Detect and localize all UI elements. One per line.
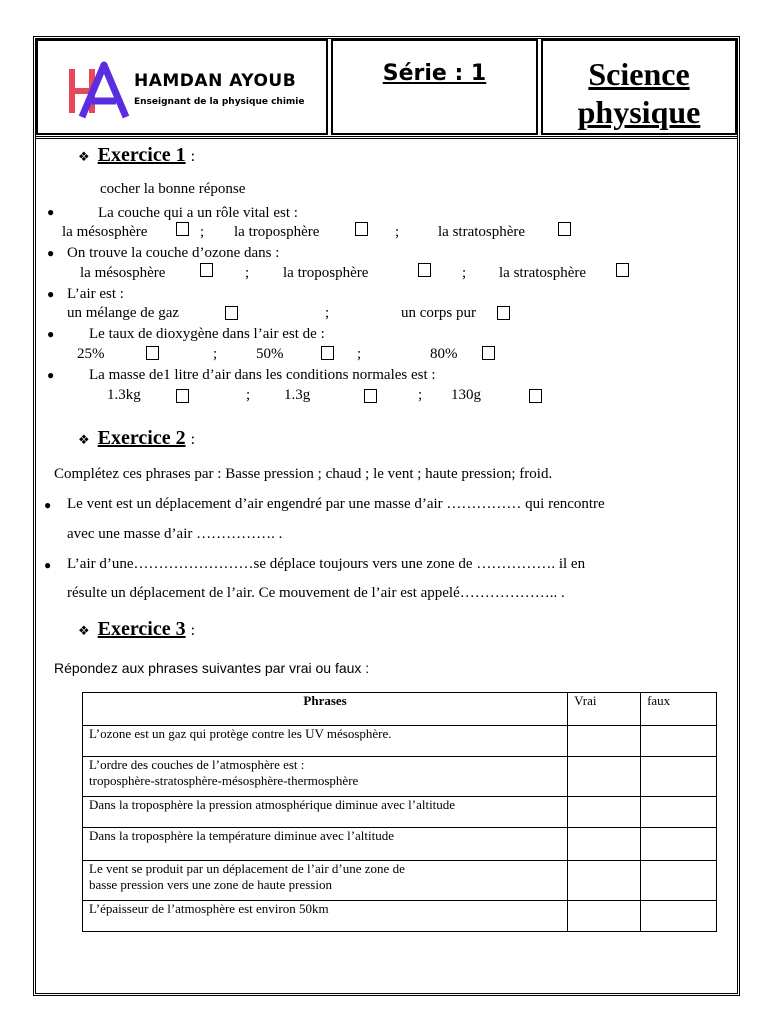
table-row (83, 757, 717, 797)
table-row (83, 828, 717, 861)
table-row (83, 901, 717, 932)
separator: ; (395, 224, 400, 240)
q3-option2: un corps pur (401, 305, 476, 321)
q2-option3-checkbox[interactable] (616, 263, 629, 277)
exercise1-instruction: cocher la bonne réponse (100, 181, 246, 197)
q1-option3-checkbox[interactable] (558, 222, 571, 236)
phrase-line: troposphère-stratosphère-mésosphère-thermosphère (89, 773, 359, 788)
phrase-line: Le vent se produit par un déplacement de l’air d’une zone de (89, 861, 405, 876)
faux-cell[interactable] (641, 797, 717, 828)
q2-option3: la stratosphère (499, 265, 587, 281)
q5-option3-checkbox[interactable] (529, 389, 542, 403)
q3-option1-checkbox[interactable] (225, 306, 238, 320)
phrase-line: Dans la troposphère la pression atmosphérique diminue avec l’altitude (89, 797, 456, 812)
q5-option1: 1.3kg (107, 387, 141, 403)
vrai-cell[interactable] (568, 797, 641, 828)
q2-option1: la mésosphère (80, 265, 166, 281)
logo-icon (68, 61, 132, 121)
faux-cell[interactable] (641, 901, 717, 932)
phrase-line: L’épaisseur de l’atmosphère est environ 50km (89, 901, 329, 916)
author-cell (36, 39, 328, 135)
faux-cell[interactable] (641, 861, 717, 901)
vrai-cell[interactable] (568, 861, 641, 901)
column-header-vrai: Vrai (568, 693, 641, 726)
column-header-phrases: Phrases (83, 693, 568, 726)
bullet-icon: ● (44, 558, 52, 572)
phrase-cell (83, 861, 568, 901)
q4-option3-checkbox[interactable] (482, 346, 495, 360)
phrase-line: L’ordre des couches de l’atmosphère est : (89, 757, 305, 772)
separator: ; (213, 346, 218, 362)
ex2-sentence2-line2: résulte un déplacement de l’air. Ce mouvement de l’air est appelé……………….. . (67, 585, 565, 601)
exercise2-title: Exercice 2 (97, 427, 186, 449)
q4-text: Le taux de dioxygène dans l’air est de : (89, 326, 325, 342)
q4-option2-checkbox[interactable] (321, 346, 334, 360)
q4-option2: 50% (256, 346, 284, 362)
separator: ; (418, 387, 423, 403)
q5-option2-checkbox[interactable] (364, 389, 377, 403)
subject-line1: Science (588, 56, 690, 92)
header (36, 39, 737, 137)
q1-option3: la stratosphère (438, 224, 526, 240)
exercise3-instruction: Répondez aux phrases suivantes par vrai ou faux : (54, 660, 370, 676)
q4-option3: 80% (430, 346, 458, 362)
vrai-cell[interactable] (568, 901, 641, 932)
subject-title (543, 55, 735, 131)
q4-option1: 25% (77, 346, 105, 362)
diamond-bullet-icon: ❖ (78, 623, 90, 638)
series-title: Série : 1 (382, 61, 487, 86)
exercise1-colon: : (190, 148, 196, 165)
diamond-bullet-icon: ❖ (78, 149, 90, 164)
separator: ; (200, 224, 205, 240)
exercise2-heading (78, 427, 195, 450)
q3-option1: un mélange de gaz (67, 305, 180, 321)
column-header-faux: faux (641, 693, 717, 726)
q5-option2: 1.3g (284, 387, 311, 403)
exercise2-colon: : (190, 431, 196, 448)
bullet-icon: ● (47, 327, 55, 341)
exercise2-instruction: Complétez ces phrases par : Basse pression ; chaud ; le vent ; haute pression; froid. (54, 466, 553, 482)
phrase-line: L’ozone est un gaz qui protège contre les UV mésosphère. (89, 726, 392, 741)
phrase-cell (83, 901, 568, 932)
faux-cell[interactable] (641, 757, 717, 797)
bullet-icon: ● (47, 368, 55, 382)
faux-cell[interactable] (641, 726, 717, 757)
ex2-sentence2-line1: L’air d’une……………………se déplace toujours vers une zone de ……………. il en (67, 556, 586, 572)
exercise1-heading (78, 144, 195, 167)
exercise1-title: Exercice 1 (97, 144, 186, 166)
q5-option1-checkbox[interactable] (176, 389, 189, 403)
separator: ; (462, 265, 467, 281)
diamond-bullet-icon: ❖ (78, 432, 90, 447)
exercise3-colon: : (190, 622, 196, 639)
q4-option1-checkbox[interactable] (146, 346, 159, 360)
subject-cell (541, 39, 737, 135)
q5-option3: 130g (451, 387, 481, 403)
ex2-sentence1-line1: Le vent est un déplacement d’air engendré par une masse d’air …………… qui rencontre (67, 496, 605, 512)
table-header-row (83, 693, 717, 726)
separator: ; (245, 265, 250, 281)
subject-line2: physique (577, 94, 701, 130)
q1-option2: la troposphère (234, 224, 320, 240)
exercise3-title: Exercice 3 (97, 618, 186, 640)
q1-text: La couche qui a un rôle vital est : (98, 205, 298, 221)
true-false-table (82, 692, 717, 932)
table-row (83, 797, 717, 828)
phrase-cell (83, 828, 568, 861)
bullet-icon: ● (47, 205, 55, 219)
phrase-cell (83, 797, 568, 828)
separator: ; (325, 305, 330, 321)
q2-text: On trouve la couche d’ozone dans : (67, 245, 280, 261)
bullet-icon: ● (44, 498, 52, 512)
q2-option1-checkbox[interactable] (200, 263, 213, 277)
table-row (83, 726, 717, 757)
bullet-icon: ● (47, 287, 55, 301)
phrase-line: Dans la troposphère la température diminue avec l’altitude (89, 828, 395, 843)
faux-cell[interactable] (641, 828, 717, 861)
exercise3-heading (78, 618, 195, 641)
series-cell (331, 39, 538, 135)
phrase-cell (83, 757, 568, 797)
bullet-icon: ● (47, 246, 55, 260)
q1-option1-checkbox[interactable] (176, 222, 189, 236)
ex2-sentence1-line2: avec une masse d’air ……………. . (67, 526, 283, 542)
phrase-cell (83, 726, 568, 757)
q5-text: La masse de1 litre d’air dans les conditions normales est : (89, 367, 436, 383)
vrai-cell[interactable] (568, 757, 641, 797)
q1-option2-checkbox[interactable] (355, 222, 368, 236)
author-name: HAMDAN AYOUB (134, 71, 297, 91)
q3-text: L’air est : (67, 286, 124, 302)
q2-option2: la troposphère (283, 265, 369, 281)
vrai-cell[interactable] (568, 726, 641, 757)
vrai-cell[interactable] (568, 828, 641, 861)
author-role: Enseignant de la physique chimie (134, 97, 305, 107)
phrase-line: basse pression vers une zone de haute pression (89, 877, 332, 892)
header-rule (36, 136, 737, 139)
q2-option2-checkbox[interactable] (418, 263, 431, 277)
q1-option1: la mésosphère (62, 224, 148, 240)
separator: ; (246, 387, 251, 403)
separator: ; (357, 346, 362, 362)
q3-option2-checkbox[interactable] (497, 306, 510, 320)
table-row (83, 861, 717, 901)
